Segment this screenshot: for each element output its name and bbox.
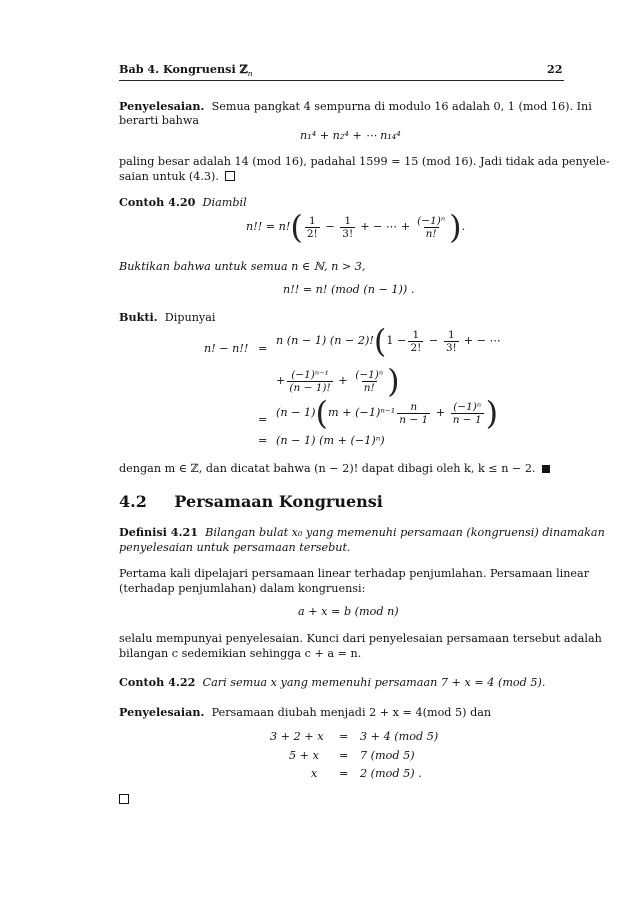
para1-text2: (terhadap penjumlahan) dalam kongruensi:	[119, 582, 366, 595]
definition421-text2: penyelesaian untuk persamaan tersebut.	[119, 541, 351, 554]
proof-eq: =	[258, 342, 268, 355]
solution1-text3: paling besar adalah 14 (mod 16), padahal 1599 = 15 (mod 16). Jadi tidak ada penyele-	[119, 155, 610, 168]
proof-row4: (n − 1) (m + (−1)ⁿ)	[276, 434, 385, 447]
para1-text3: selalu mempunyai penyelesaian. Kunci dari penyelesaian persamaan tersebut adalah	[119, 632, 602, 645]
fraction-denominator: n!	[363, 381, 375, 394]
proof-row1-one: 1 −	[386, 334, 407, 347]
para1-text1: Pertama kali dipelajari persamaan linear terhadap penjumlahan. Persamaan linear	[119, 567, 590, 580]
fraction-denominator: n − 1	[399, 413, 429, 426]
example420-tail: .	[461, 220, 466, 233]
section-number: 4.2	[119, 492, 147, 511]
solution1-label: Penyelesaian.	[119, 99, 205, 113]
solution2-row-rhs: 2 (mod 5) .	[360, 767, 422, 780]
solution2-row-lhs: x	[311, 767, 318, 780]
qed-square-icon	[119, 794, 129, 804]
proof-row2: + $\frac{\text{(−1)ⁿ⁻¹}}{(n - 1)!}$ + $\frac{\text{(−1)ⁿ}}{n!}$ )	[276, 362, 400, 400]
solution1-line1	[119, 99, 592, 114]
solution1-line4	[119, 170, 235, 184]
fraction	[353, 369, 385, 394]
right-paren-icon: )	[449, 208, 462, 246]
right-paren-icon: )	[485, 394, 499, 432]
section-title: Persamaan Kongruensi	[174, 492, 383, 511]
running-header	[119, 62, 253, 79]
fraction	[451, 401, 484, 426]
solution2-label: Penyelesaian.	[119, 705, 205, 719]
qed-square-icon	[225, 171, 235, 181]
proof-row1-tail: + − ⋯	[463, 334, 501, 347]
fraction	[305, 215, 320, 240]
solution1-text2: berarti bahwa	[119, 114, 200, 127]
solution1-formula: n₁⁴ + n₂⁴ + ⋯ n₁₄⁴	[300, 129, 401, 142]
solution1-text4: saian untuk (4.3).	[119, 170, 219, 183]
proof-row1-text: n (n − 1) (n − 2)!	[276, 334, 374, 347]
fraction-numerator: 1	[412, 328, 420, 341]
left-paren-icon: (	[290, 208, 303, 246]
fraction-denominator: 3!	[342, 227, 354, 240]
example420-lhs: n!! = n!	[246, 220, 291, 233]
proof-heading	[119, 310, 215, 325]
proof-row3: (n − 1) ( m + (−1)ⁿ⁻¹ $\frac{n}{n - 1}$ + $\frac{\text{(−1)ⁿ}}{n - 1}$ )	[276, 394, 499, 432]
fraction	[287, 369, 332, 394]
qed-filled-square-icon	[542, 465, 550, 473]
proof-intro: Dipunyai	[164, 311, 216, 324]
fraction-numerator: (−1)ⁿ⁻¹	[291, 368, 329, 381]
example420-claim: Buktikan bahwa untuk semua n ∈ ℕ, n > 3,	[119, 260, 366, 273]
fraction-numerator: (−1)ⁿ	[453, 400, 482, 413]
proof-eq: =	[258, 413, 268, 426]
left-paren-icon: (	[373, 322, 387, 360]
fraction-denominator: 3!	[445, 341, 457, 354]
solution2-row-lhs: 3 + 2 + x	[270, 730, 324, 743]
left-paren-icon: (	[315, 394, 329, 432]
example420-mid: + − ⋯ +	[360, 220, 411, 233]
fraction-numerator: 1	[344, 214, 352, 227]
solution2-row-eq: =	[339, 730, 349, 743]
fraction	[444, 329, 459, 354]
fraction-numerator: (−1)ⁿ	[355, 368, 384, 381]
solution2-text: Persamaan diubah menjadi 2 + x = 4(mod 5) dan	[211, 706, 492, 719]
fraction	[408, 329, 423, 354]
header-title-subscript: n	[247, 69, 253, 79]
solution2-line	[119, 705, 491, 720]
solution1-text1: Semua pangkat 4 sempurna di modulo 16 adalah 0, 1 (mod 16). Ini	[211, 100, 592, 113]
example420-formula: n!! = n! ( $\frac{1}{2!}$ − $\frac{1}{3!}$ + − ⋯ + $\frac{\text{(−1)ⁿ}}{n!}$ ) .	[246, 208, 466, 246]
proof-row3-b: m + (−1)ⁿ⁻¹	[328, 406, 396, 419]
example422-line	[119, 675, 545, 690]
example420-intro: Diambil	[202, 196, 247, 209]
proof-conclusion: dengan m ∈ ℤ, dan dicatat bahwa (n − 2)! dapat dibagi oleh k, k ≤ n − 2.	[119, 462, 536, 475]
fraction-denominator: 2!	[306, 227, 318, 240]
fraction-denominator: n!	[425, 227, 437, 240]
fraction-numerator: (−1)ⁿ	[417, 214, 446, 227]
proof-label: Bukti.	[119, 310, 158, 324]
fraction	[415, 215, 447, 240]
page-number: 22	[547, 62, 563, 76]
example420-label: Contoh 4.20	[119, 195, 196, 209]
example422-label: Contoh 4.22	[119, 675, 196, 689]
fraction	[397, 401, 430, 426]
fraction-denominator: 2!	[410, 341, 422, 354]
fraction-numerator: 1	[308, 214, 316, 227]
section-heading	[119, 493, 383, 511]
proof-eq: =	[258, 434, 268, 447]
definition421-line1	[119, 525, 605, 540]
para1-text4: bilangan c sedemikian sehingga c + a = n.	[119, 647, 362, 660]
para1-formula: a + x = b (mod n)	[298, 605, 399, 618]
definition421-text1: Bilangan bulat x₀ yang memenuhi persamaan (kongruensi) dinamakan	[205, 526, 605, 539]
solution2-row-rhs: 7 (mod 5)	[360, 749, 415, 762]
example422-text: Cari semua x yang memenuhi persamaan 7 + x = 4 (mod 5).	[202, 676, 546, 689]
definition421-label: Definisi 4.21	[119, 525, 199, 539]
proof-conclusion-line	[119, 462, 550, 476]
header-rule	[119, 80, 564, 81]
solution2-row-lhs: 5 + x	[289, 749, 319, 762]
proof-row3-a: (n − 1)	[276, 406, 316, 419]
fraction-numerator: 1	[447, 328, 455, 341]
example420-claim-formula: n!! = n! (mod (n − 1)) .	[283, 283, 415, 296]
solution2-row-eq: =	[339, 767, 349, 780]
fraction-denominator: n − 1	[452, 413, 482, 426]
example420-heading	[119, 195, 247, 210]
proof-row2-plus: +	[276, 374, 286, 387]
fraction-denominator: (n − 1)!	[289, 381, 331, 394]
fraction-numerator: n	[410, 400, 418, 413]
solution2-row-eq: =	[339, 749, 349, 762]
fraction	[340, 215, 355, 240]
solution2-row-rhs: 3 + 4 (mod 5)	[360, 730, 439, 743]
proof-lhs: n! − n!!	[204, 342, 249, 355]
right-paren-icon: )	[387, 362, 400, 400]
proof-row1: n (n − 1) (n − 2)! ( 1 − $\frac{1}{2!}$ − $\frac{1}{3!}$ + − ⋯	[276, 322, 501, 360]
header-title: Bab 4. Kongruensi ℤ	[119, 62, 248, 76]
